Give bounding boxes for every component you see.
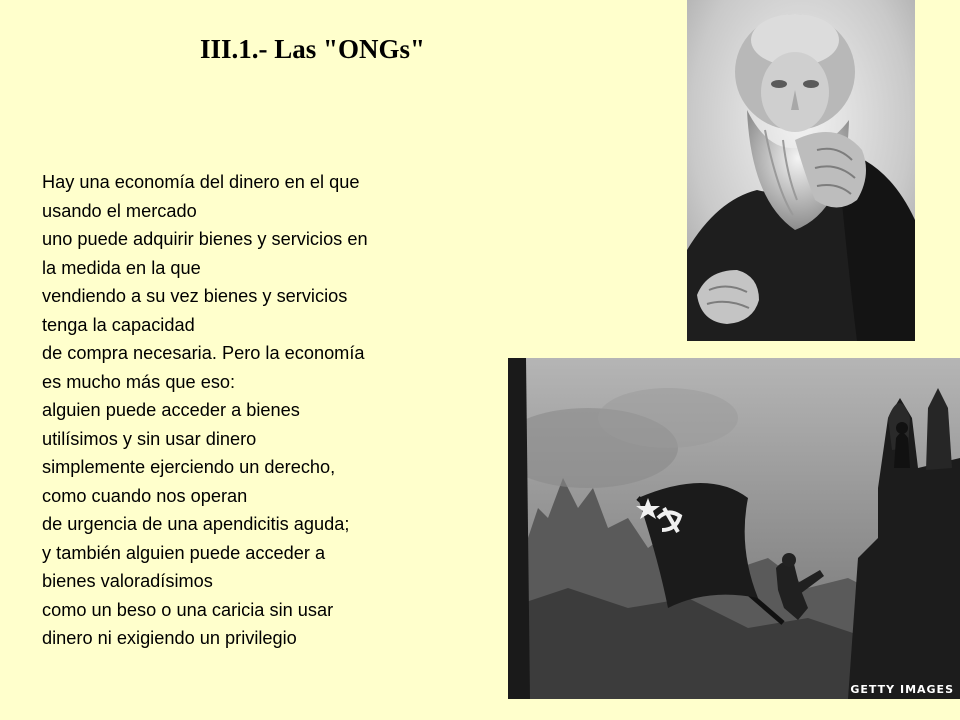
- body-line: la medida en la que: [42, 257, 201, 278]
- body-line: y también alguien puede acceder a: [42, 542, 326, 563]
- body-line: de compra necesaria. Pero la economía: [42, 343, 365, 363]
- body-line: como un beso o una caricia sin usar: [42, 599, 334, 620]
- body-line: dinero ni exigiendo un privilegio: [42, 628, 297, 648]
- image-watermark: GETTY IMAGES: [850, 683, 954, 696]
- body-line: vendiendo a su vez bienes y servicios: [42, 286, 348, 306]
- slide-title: III.1.- Las "ONGs": [200, 34, 426, 64]
- body-line: simplemente ejerciendo un derecho,: [42, 457, 336, 477]
- body-line: usando el mercado: [42, 200, 197, 221]
- body-text: [42, 168, 492, 653]
- body-line: Hay una economía del dinero en el que: [42, 172, 360, 192]
- body-line: como cuando nos operan: [42, 485, 248, 506]
- body-line: bienes valoradísimos: [42, 571, 213, 591]
- flag-raising-photo: [508, 358, 960, 699]
- body-line: tenga la capacidad: [42, 314, 195, 335]
- body-line: utilísimos y sin usar dinero: [42, 428, 257, 449]
- portrait-photo: [687, 0, 915, 341]
- body-line: de urgencia de una apendicitis aguda;: [42, 514, 350, 534]
- body-line: uno puede adquirir bienes y servicios en: [42, 229, 368, 249]
- body-line: es mucho más que eso:: [42, 371, 236, 392]
- body-line: alguien puede acceder a bienes: [42, 400, 300, 420]
